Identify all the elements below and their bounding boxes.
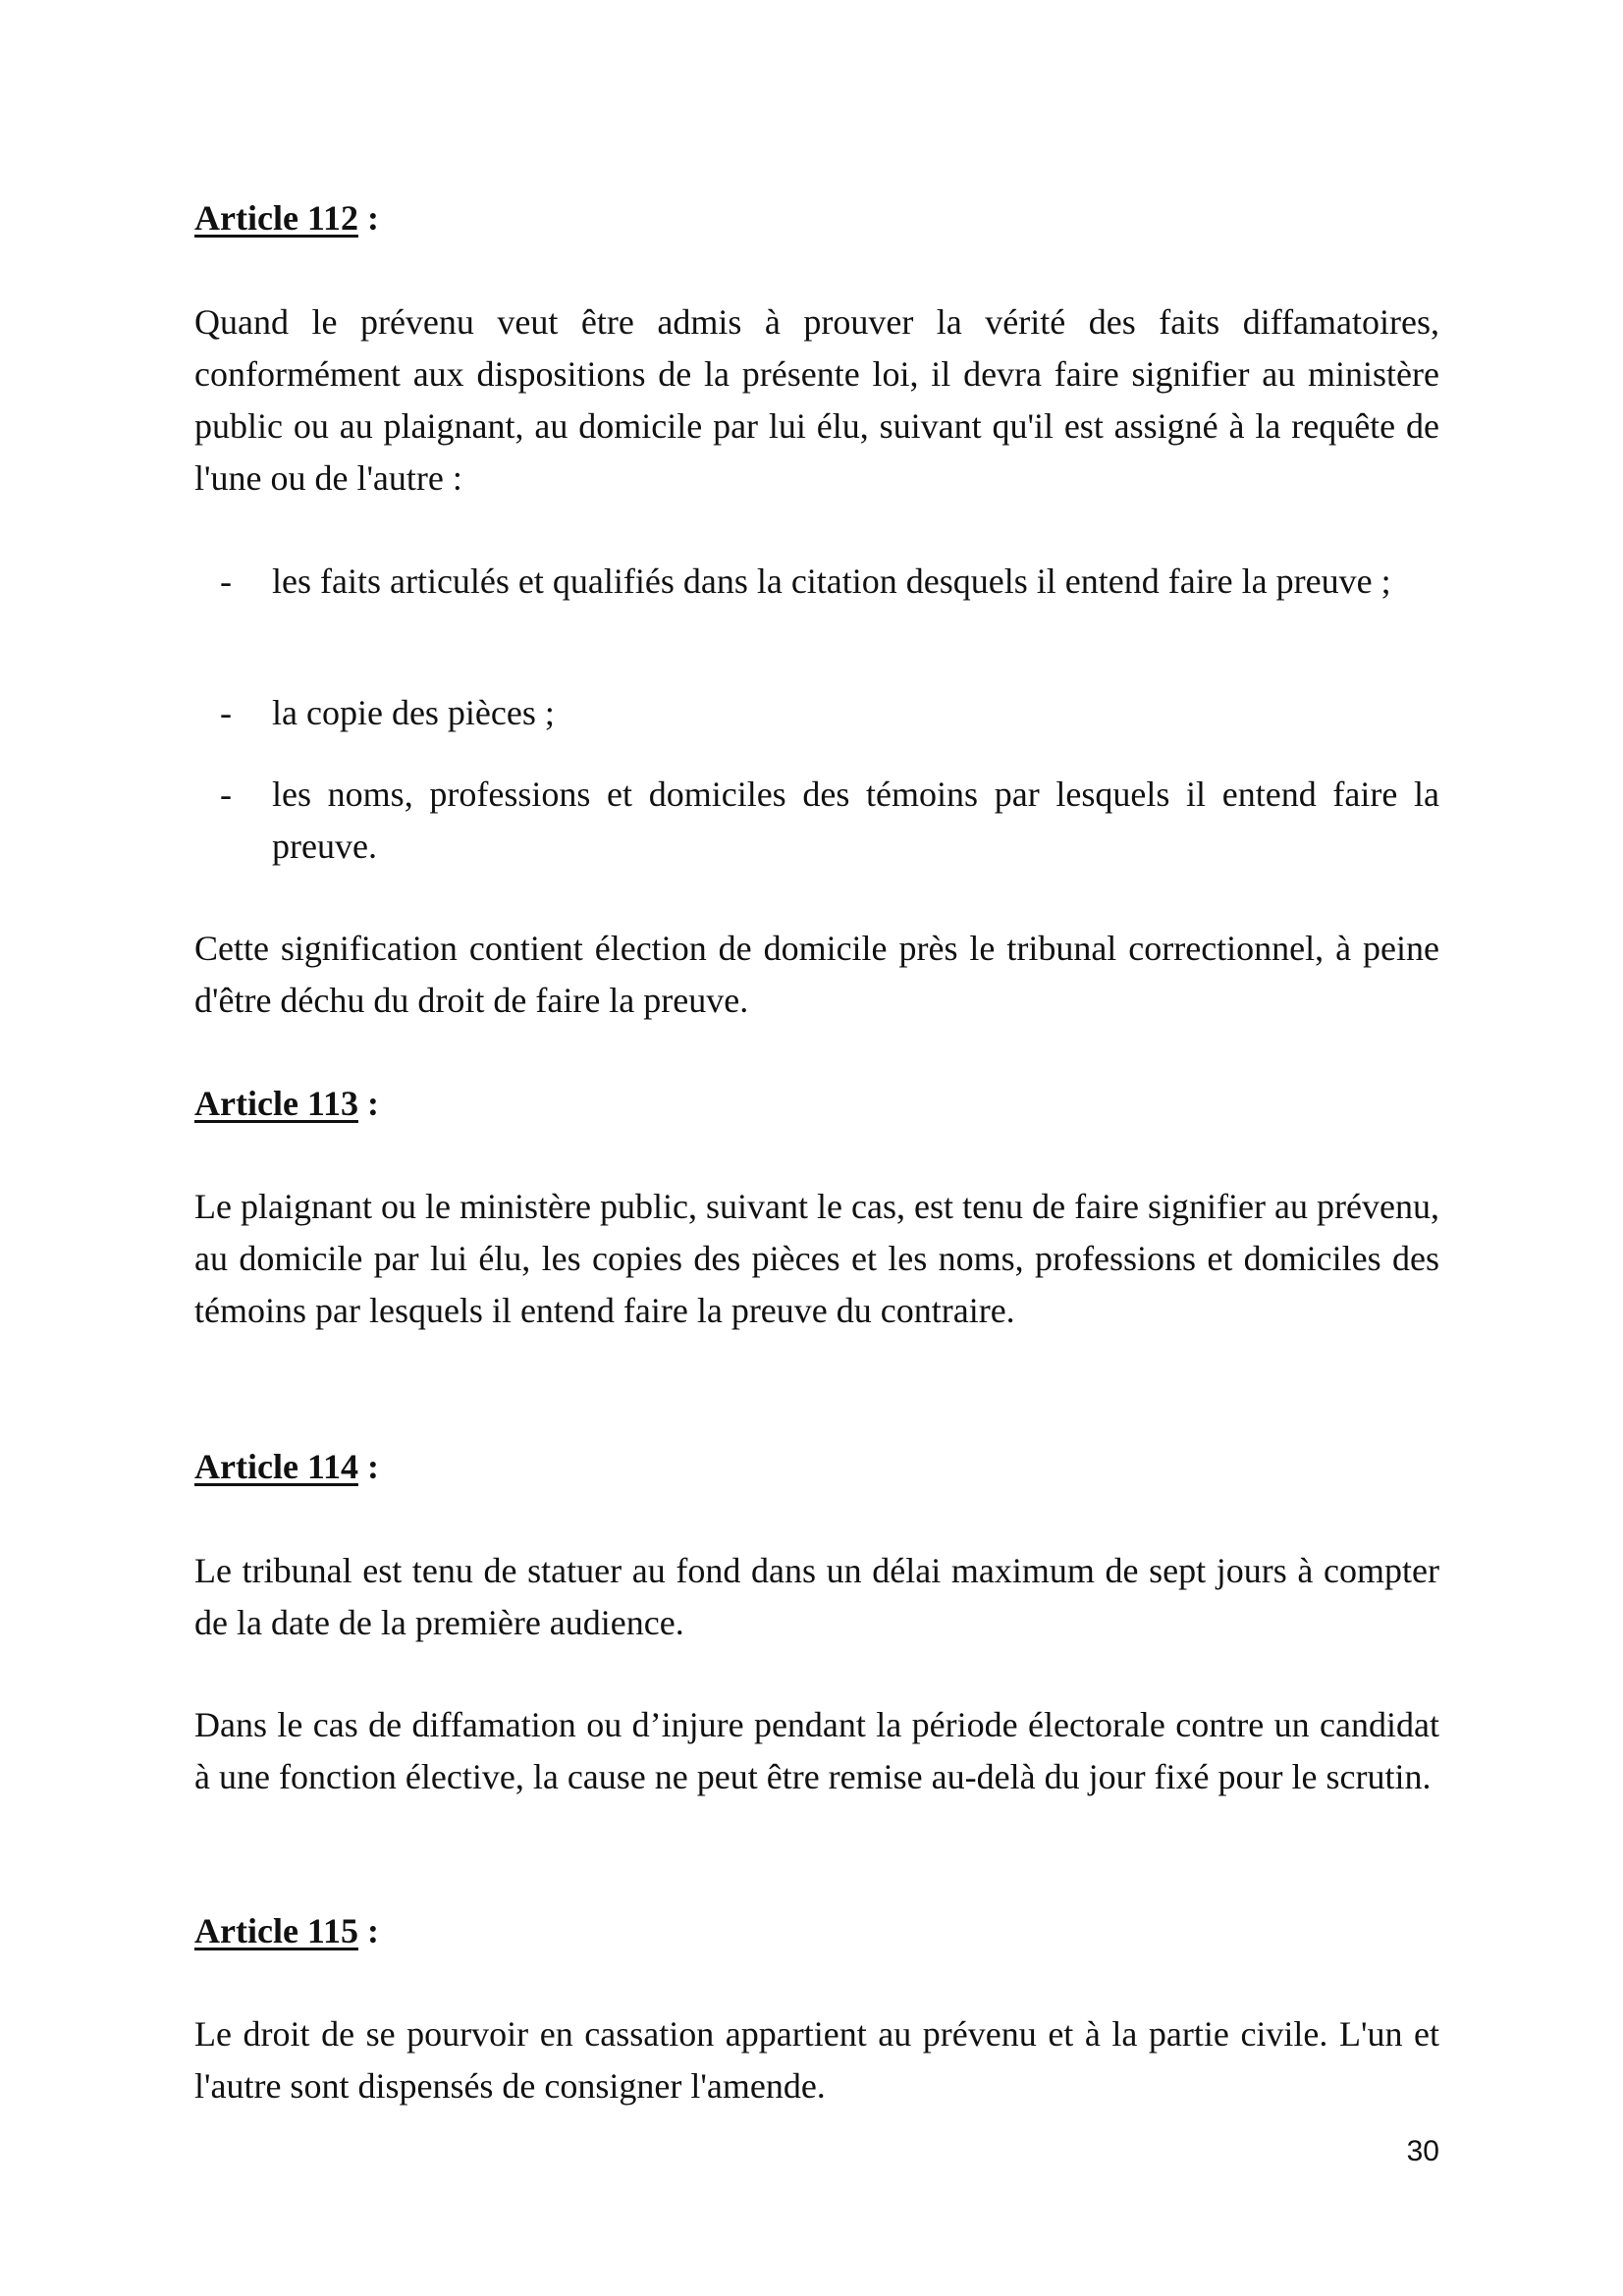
list-item-text: la copie des pièces ; — [272, 693, 555, 732]
list-item-text: les faits articulés et qualifiés dans la citation desquels il entend faire la preuve ; — [272, 561, 1391, 601]
article-112-intro: Quand le prévenu veut être admis à prouver la vérité des faits diffamatoires, conformément aux dispositions de la présente loi, il devra faire signifier au ministère public ou au plaignant, au domicile par lui élu, suivant qu'il est assigné à la requête de l'une ou de l'autre : — [194, 302, 1439, 498]
article-115-heading — [194, 1905, 1439, 1957]
article-heading-title: Article 113 — [194, 1084, 358, 1123]
bullet-dash: - — [220, 693, 232, 732]
heading-colon: : — [357, 1084, 379, 1123]
heading-colon: : — [357, 1447, 379, 1486]
list-item-text: les noms, professions et domiciles des témoins par lesquels il entend faire la preuve. — [272, 774, 1439, 866]
article-114-heading — [194, 1441, 1439, 1493]
article-heading-title: Article 115 — [194, 1911, 358, 1950]
heading-colon: : — [357, 1911, 379, 1950]
heading-colon: : — [357, 198, 379, 238]
article-113-paragraph: Le plaignant ou le ministère public, suivant le cas, est tenu de faire signifier au prévenu, au domicile par lui élu, les copies des pièces et les noms, professions et domiciles des témoins par lesquels il entend faire la preuve du contraire. — [194, 1187, 1439, 1330]
article-112-heading — [194, 192, 1439, 244]
article-heading-title: Article 112 — [194, 198, 358, 238]
bullet-dash: - — [220, 561, 232, 601]
article-115-paragraph: Le droit de se pourvoir en cassation appartient au prévenu et à la partie civile. L'un et l'autre sont dispensés de consigner l'amende. — [194, 2014, 1439, 2106]
bullet-dash: - — [220, 774, 232, 814]
article-113-heading — [194, 1078, 1439, 1130]
article-114-paragraph-2: Dans le cas de diffamation ou d’injure pendant la période électorale contre un candidat à une fonction élective, la cause ne peut être remise au-delà du jour fixé pour le scrutin. — [194, 1705, 1439, 1796]
article-heading-title: Article 114 — [194, 1447, 358, 1486]
article-112-outro: Cette signification contient élection de domicile près le tribunal correctionnel, à peine d'être déchu du droit de faire la preuve. — [194, 929, 1439, 1020]
page-number: 30 — [1406, 2135, 1439, 2167]
article-114-paragraph-1: Le tribunal est tenu de statuer au fond dans un délai maximum de sept jours à compter de la date de la première audience. — [194, 1551, 1439, 1642]
